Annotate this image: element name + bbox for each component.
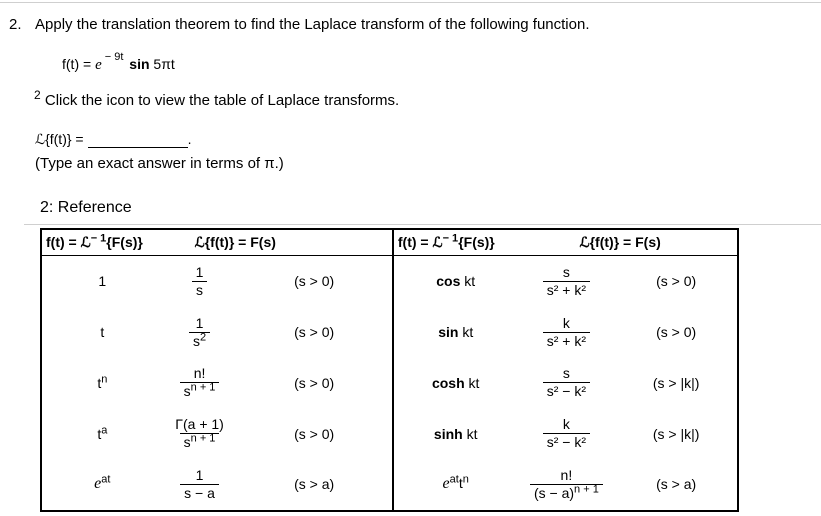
row-fraction-2: $\frac{s}{\text{s² + k²}}$ — [543, 264, 590, 299]
header-transform: ℒ{f(t)} = F(s) — [163, 229, 393, 256]
function-lhs: f(t) = — [62, 56, 96, 72]
reference-divider — [24, 224, 821, 225]
row-fraction-2: $\frac{s}{\text{s² − k²}}$ — [543, 365, 590, 400]
table-row — [41, 256, 738, 307]
row-condition-2: (s > 0) — [656, 273, 697, 290]
header-transform-2: ℒ{f(t)} = F(s) — [518, 229, 738, 256]
row-function: $e^{at}$ — [94, 473, 111, 493]
row-condition-2: (s > a) — [656, 476, 697, 493]
row-fraction: $\frac{\Gamma(a + 1)}{s^{n + 1}}$ — [175, 416, 224, 451]
function-trig: sin — [129, 56, 150, 72]
footnote[interactable] — [34, 88, 400, 109]
answer-period: . — [187, 131, 192, 147]
header-inverse-2: f(t) = ℒ$^{- 1}${F(s)} — [393, 229, 518, 256]
row-function: 1 — [98, 273, 107, 290]
row-condition-2: (s > |k|) — [652, 374, 700, 391]
row-function-2: $e^{at}t^n$ — [442, 473, 469, 493]
row-condition: (s > 0) — [236, 408, 392, 459]
answer-hint: (Type an exact answer in terms of π.) — [35, 155, 284, 172]
row-fraction: $\frac{1}{s}$ — [192, 264, 208, 299]
answer-input[interactable] — [88, 133, 188, 148]
row-function: t — [100, 324, 105, 341]
top-divider — [0, 2, 821, 3]
row-function-2: sin kt — [438, 324, 474, 341]
reference-title: 2: Reference — [40, 199, 132, 216]
table-row — [41, 307, 738, 358]
row-fraction: $\frac{1}{s^2}$ — [189, 315, 210, 350]
row-function-2: cos kt — [436, 273, 476, 290]
row-condition-2: (s > |k|) — [652, 425, 700, 442]
row-fraction: $\frac{1}{s - a}$ — [180, 467, 219, 502]
row-condition: (s > 0) — [236, 307, 392, 358]
function-base: e — [95, 57, 102, 73]
table-row — [41, 358, 738, 409]
given-function — [62, 51, 175, 74]
function-exponent: − 9t — [104, 51, 124, 64]
function-arg: 5πt — [153, 56, 175, 72]
table-row — [41, 459, 738, 511]
answer-line — [35, 131, 192, 148]
row-function: $t^a$ — [97, 423, 108, 442]
row-fraction-2: $\frac{k}{\text{s² + k²}}$ — [543, 315, 590, 350]
row-fraction: $\frac{n!}{s^{n + 1}}$ — [180, 365, 220, 400]
table-row — [41, 408, 738, 459]
row-fraction-2: $\frac{n!}{(s - a)^{n + 1}}$ — [530, 467, 603, 502]
row-function-2: sinh kt — [433, 425, 478, 442]
row-function: $t^n$ — [97, 373, 108, 391]
row-condition: (s > 0) — [236, 256, 392, 307]
footnote-text: Click the icon to view the table of Laplace transforms. — [44, 92, 400, 109]
answer-label: ℒ{f(t)} = — [35, 131, 84, 147]
row-fraction-2: $\frac{k}{\text{s² − k²}}$ — [543, 416, 590, 451]
table-header — [41, 229, 738, 256]
problem-prompt: Apply the translation theorem to find the Laplace transform of the following function. — [35, 16, 590, 33]
problem-number: 2. — [9, 16, 22, 33]
header-inverse: f(t) = ℒ$^{- 1}${F(s)} — [41, 229, 163, 256]
row-function-2: cosh kt — [431, 374, 480, 391]
row-condition: (s > a) — [236, 459, 392, 511]
laplace-table — [40, 228, 739, 512]
row-condition-2: (s > 0) — [656, 324, 697, 341]
footnote-mark: 2 — [34, 88, 41, 102]
row-condition: (s > 0) — [236, 358, 392, 409]
